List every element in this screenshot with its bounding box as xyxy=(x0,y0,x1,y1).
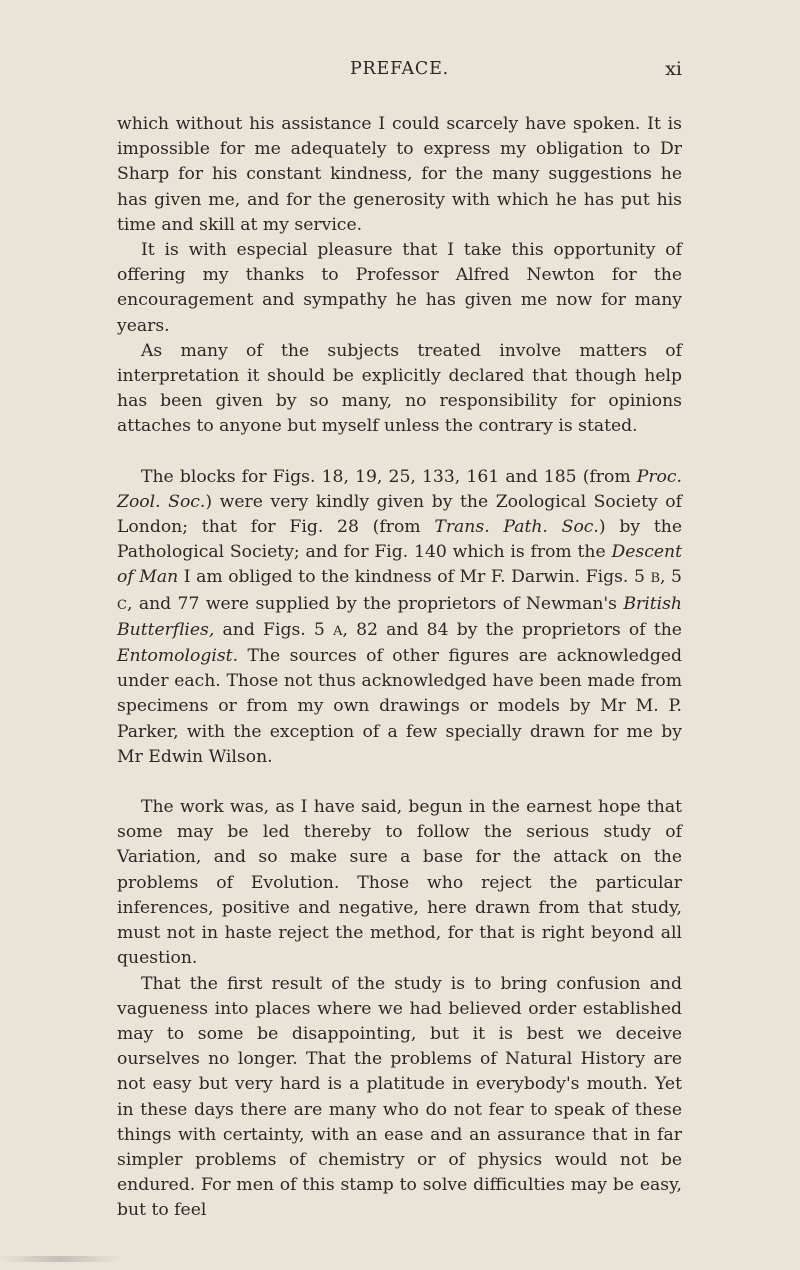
paragraph-1: which without his assistance I could scarcely have spoken. It is impossible for me adequately to express my obligation to Dr Sharp for his constant kindness, for the many suggestions he has given me, and for the generosity with which he has put his time and skill at my service. xyxy=(117,114,682,235)
italic-title: British Butterflies, xyxy=(117,593,682,640)
italic-title: Proc. Zool. Soc. xyxy=(117,466,682,512)
scan-edge-mark xyxy=(0,1256,120,1262)
italic-title: Descent of Man xyxy=(117,542,682,588)
paragraph-3: As many of the subjects treated involve matters of interpretation it should be explicitly declared that though help has been given by so many, no responsibility for opinions attaches to anyone but myself unless the contrary is stated. xyxy=(117,340,682,437)
text-run: , 82 and 84 by the proprietors of the xyxy=(342,619,682,640)
text-run: ) by the Pathological Society; and for Fig. 140 which is from the xyxy=(117,517,682,563)
paragraph-6: That the first result of the study is to bring confusion and vagueness into places where we had believed order established may to some be disappointing, but it is best we deceive ourselves no longer. That the problems of Natural History are not easy but very hard is a platitude in everybody's mouth. Yet in these days there are many who do not fear to speak of these things with certainty, with an ease and an assurance that in far simpler problems of chemistry or of physics would not be endured. For men of this stamp to solve difficulties may be easy, but to feel xyxy=(117,973,682,1221)
italic-title: Trans. Path. Soc. xyxy=(434,517,599,538)
text-run: ) were very kindly given by the Zoological Society of London; that for Fig. 28 (from xyxy=(117,491,682,538)
paragraph-2: It is with especial pleasure that I take this opportunity of offering my thanks to Professor Alfred Newton for the encouragement and sympathy he has given me now for many years. xyxy=(117,240,682,336)
text-run: and Figs. 5 xyxy=(214,619,334,640)
small-caps-letter: B xyxy=(650,571,661,587)
paragraph-5: The work was, as I have said, begun in the earnest hope that some may be led thereby to follow the serious study of Variation, and so make sure a base for the attack on the problems of Evolution. Those who reject the particular inferences, positive and negative, here drawn from that study, must not in haste reject the method, for that is right beyond all question. xyxy=(117,797,682,969)
text-run: The blocks for Figs. 18, 19, 25, 133, 161 and 185 (from xyxy=(141,466,637,487)
running-header xyxy=(117,56,682,82)
page-number: xi xyxy=(665,58,682,80)
text-run: , and 77 were supplied by the proprietors of Newman's xyxy=(126,593,624,614)
text-run: , 5 xyxy=(660,567,682,588)
small-caps-letter: A xyxy=(333,623,343,639)
text-run: I am obliged to the kindness of Mr F. Darwin. Figs. 5 xyxy=(178,567,651,588)
italic-title: Entomologist. xyxy=(117,646,239,667)
small-caps-letter: C xyxy=(117,597,127,613)
text-run: The sources of other figures are acknowledged under each. Those not thus acknowledged have been made from specimens or from my own drawings or models by Mr M. P. Parker, with the exception of a few specially drawn for me by Mr Edwin Wilson. xyxy=(117,646,682,767)
running-title: PREFACE. xyxy=(349,59,450,79)
paragraph-figure-credits xyxy=(117,465,682,770)
body-text xyxy=(117,112,682,1224)
